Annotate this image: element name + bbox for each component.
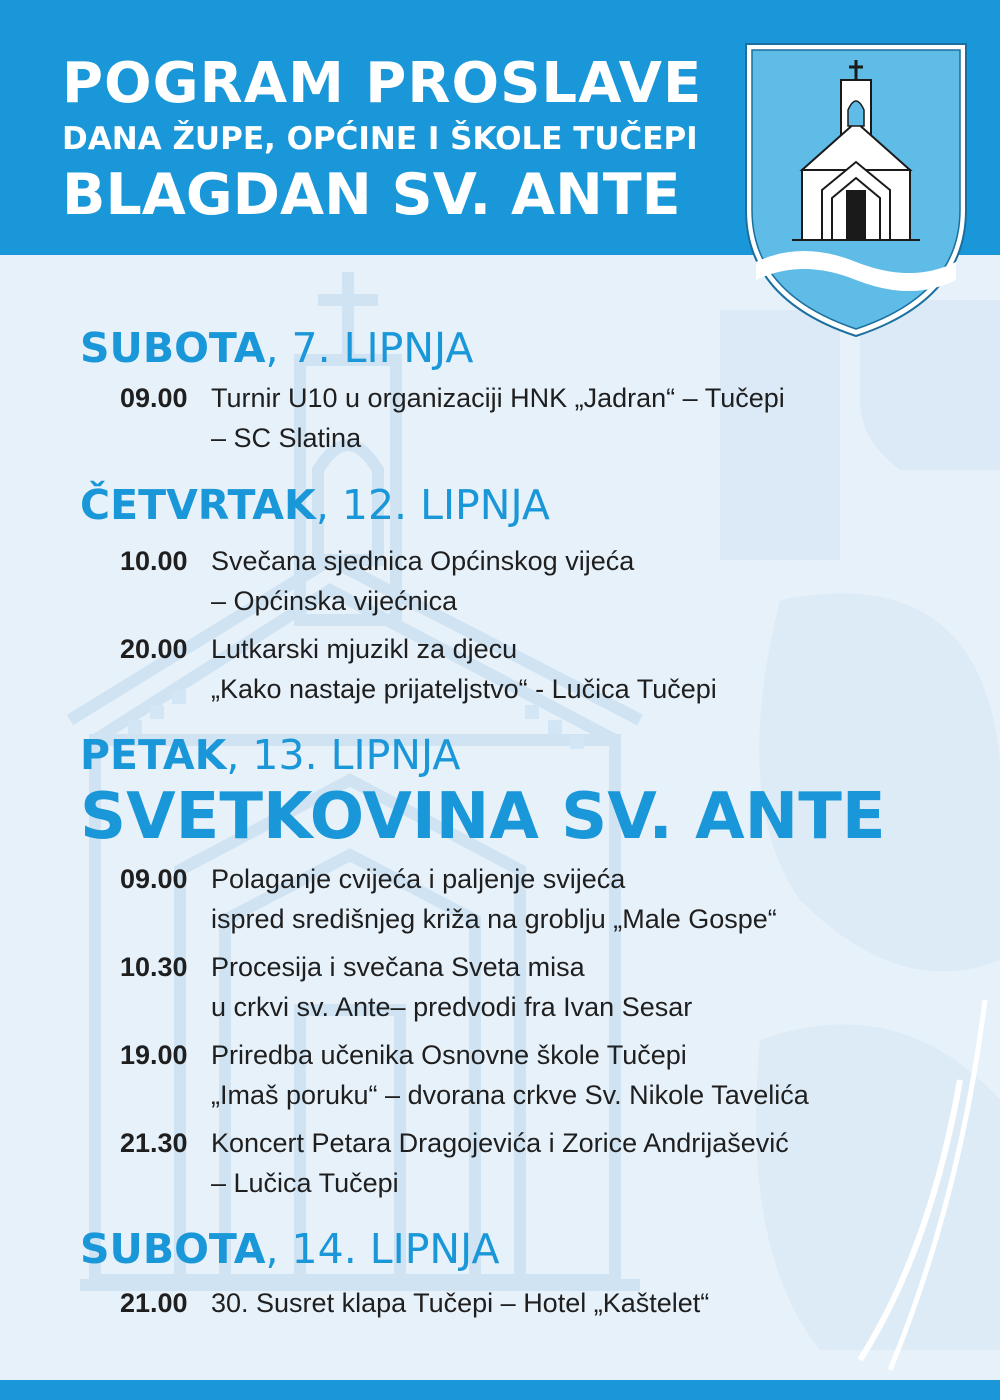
day-date: , 12. LIPNJA <box>315 481 550 529</box>
event-description <box>211 629 851 709</box>
feast-title: SVETKOVINA SV. ANTE <box>80 780 886 854</box>
event-time: 21.00 <box>120 1288 188 1318</box>
event-description <box>211 378 851 458</box>
day-name: PETAK <box>80 731 227 779</box>
event-time: 09.00 <box>120 864 188 894</box>
event-line: – SC Slatina <box>211 423 362 453</box>
event-line: Turnir U10 u organizaciji HNK „Jadran“ – Tučepi <box>211 383 785 413</box>
day-heading <box>80 481 550 529</box>
event-time: 10.30 <box>120 952 188 982</box>
event-time: 19.00 <box>120 1040 188 1070</box>
title-line-1: POGRAM PROSLAVE <box>62 51 703 116</box>
event-description <box>211 1035 851 1115</box>
day-heading <box>80 731 461 779</box>
day-date: , 13. LIPNJA <box>226 731 461 779</box>
footer-bar <box>0 1380 1000 1400</box>
day-date: , 14. LIPNJA <box>265 1225 500 1273</box>
day-name: SUBOTA <box>80 324 266 372</box>
event-description <box>211 1283 851 1323</box>
day-date: , 7. LIPNJA <box>265 324 474 372</box>
day-heading <box>80 1225 500 1273</box>
event-time: 09.00 <box>120 383 188 413</box>
event-description <box>211 541 851 621</box>
event-line: „Kako nastaje prijateljstvo“ - Lučica Tučepi <box>211 674 717 704</box>
event-line: Lutkarski mjuzikl za djecu <box>211 634 518 664</box>
event-line: ispred središnjeg križa na groblju „Male Gospe“ <box>211 904 777 934</box>
event-description <box>211 1123 851 1203</box>
event-time: 21.30 <box>120 1128 188 1158</box>
event-time: 10.00 <box>120 546 188 576</box>
event-line: Svečana sjednica Općinskog vijeća <box>211 546 635 576</box>
event-line: – Lučica Tučepi <box>211 1168 399 1198</box>
event-line: 30. Susret klapa Tučepi – Hotel „Kaštelet“ <box>211 1288 710 1318</box>
title-line-3: BLAGDAN SV. ANTE <box>62 162 681 228</box>
event-line: Procesija i svečana Sveta misa <box>211 952 585 982</box>
day-heading <box>80 324 474 372</box>
event-line: Polaganje cvijeća i paljenje svijeća <box>211 864 626 894</box>
event-line: „Imaš poruku“ – dvorana crkve Sv. Nikole Tavelića <box>211 1080 809 1110</box>
event-time: 20.00 <box>120 634 188 664</box>
day-name: SUBOTA <box>80 1225 266 1273</box>
event-line: Koncert Petara Dragojevića i Zorice Andrijašević <box>211 1128 789 1158</box>
event-line: u crkvi sv. Ante– predvodi fra Ivan Sesar <box>211 992 693 1022</box>
event-description <box>211 947 851 1027</box>
title-line-2: DANA ŽUPE, OPĆINE I ŠKOLE TUČEPI <box>62 121 698 157</box>
event-line: – Općinska vijećnica <box>211 586 458 616</box>
event-description <box>211 859 851 939</box>
day-name: ČETVRTAK <box>80 481 316 529</box>
event-line: Priredba učenika Osnovne škole Tučepi <box>211 1040 687 1070</box>
